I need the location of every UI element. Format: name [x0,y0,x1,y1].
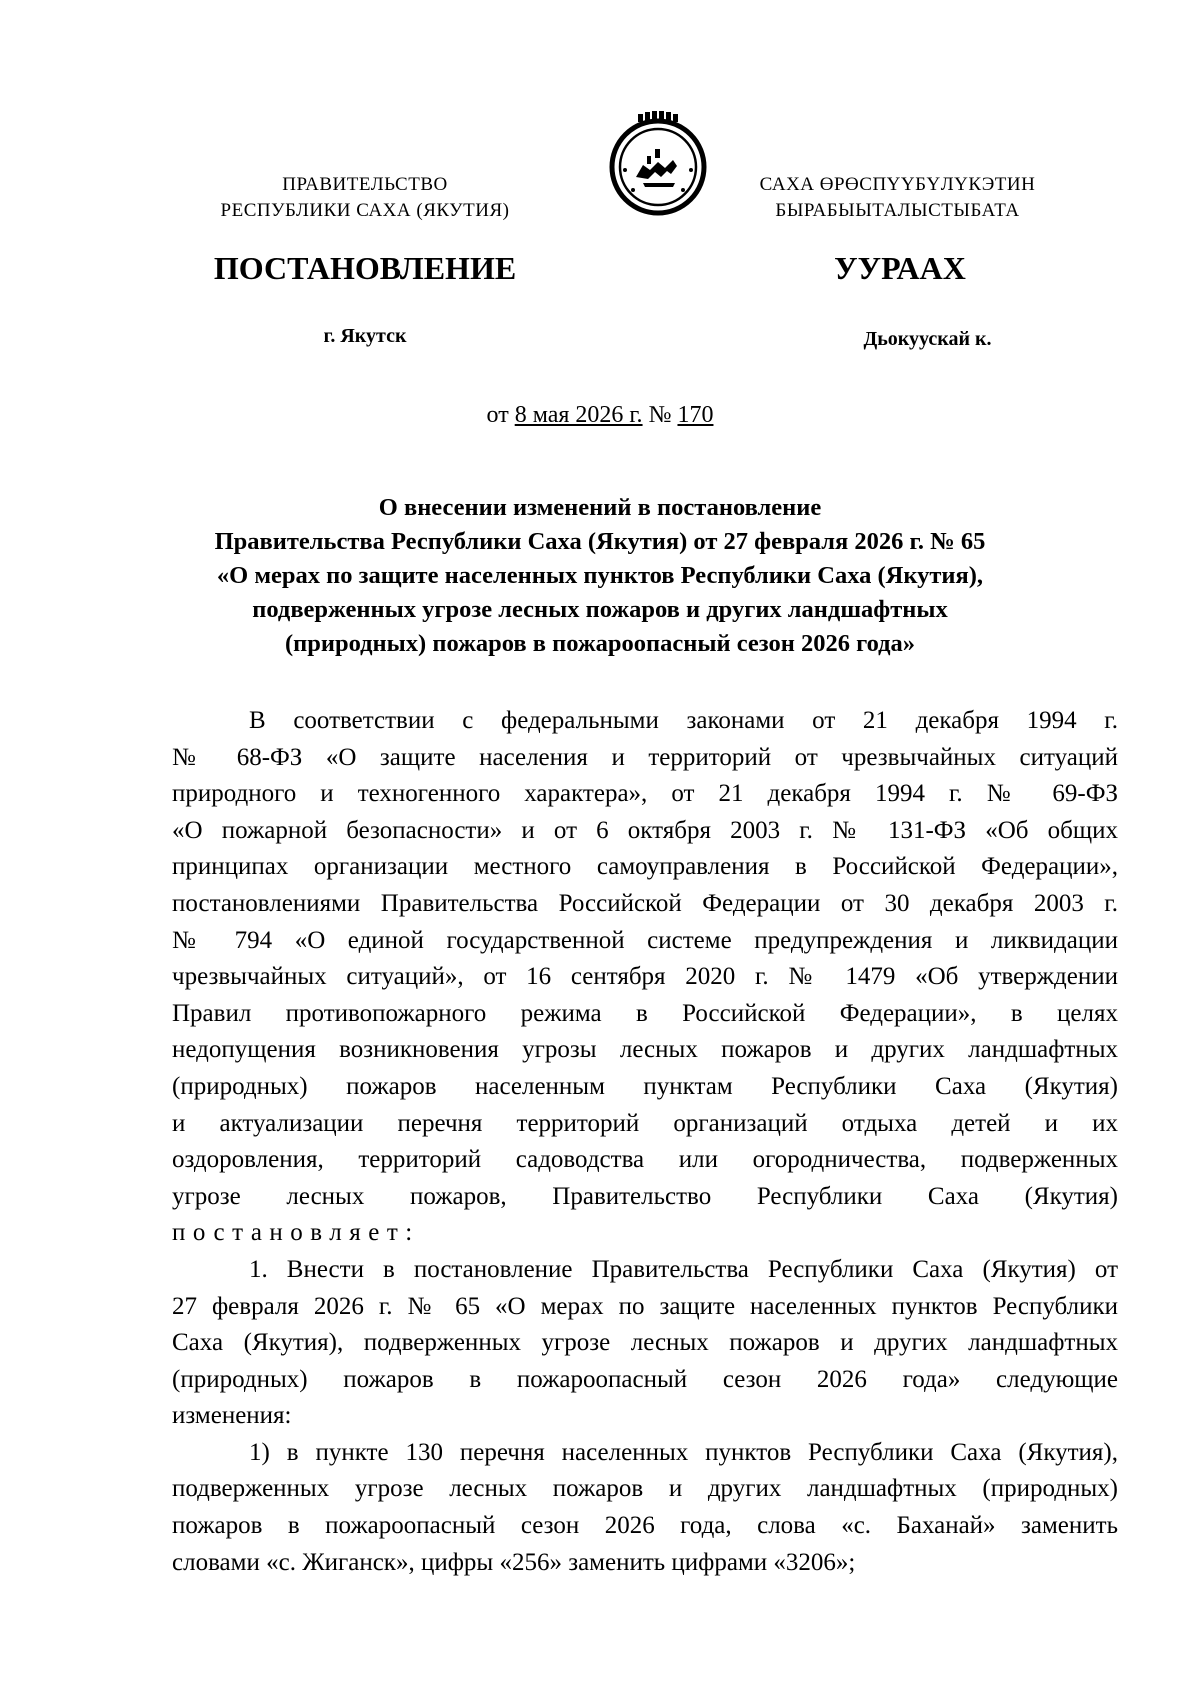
body-line: подверженных угрозе лесных пожаров и других ландшафтных (природных) [172,1475,1118,1503]
body-line: Правил противопожарного режима в Российской Федерации», в целях [172,999,1118,1027]
heading-line: подверженных угрозе лесных пожаров и других ландшафтных [252,596,948,623]
body-line: пожаров в пожароопасный сезон 2026 года, слова «с. Баханай» заменить [172,1512,1118,1540]
body-line: (природных) пожаров в пожароопасный сезон 2026 года» следующие [172,1365,1118,1393]
body-line: словами «с. Жиганск», цифры «256» заменить цифрами «3206»; [172,1548,856,1576]
body-line: 27 февраля 2026 г. № 65 «О мерах по защите населенных пунктов Республики [172,1292,1118,1320]
document-body [172,703,1118,1581]
body-line: В соответствии с федеральными законами от 21 декабря 1994 г. [249,707,1118,734]
body-line: 1. Внести в постановление Правительства Республики Саха (Якутия) от [249,1255,1118,1283]
place-russian: г. Якутск [323,325,407,347]
date-and-number [0,402,1200,429]
document-number: 170 [677,402,714,428]
document-type-sakha: УУРААХ [834,250,966,286]
place-sakha: Дьокуускай к. [863,328,992,350]
body-line: и актуализации перечня территорий организаций отдыха детей и их [172,1109,1118,1137]
body-line: принципах организации местного самоуправления в Российской Федерации», [172,853,1118,881]
issuer-line-2: РЕСПУБЛИКИ САХА (ЯКУТИЯ) [220,200,510,221]
body-line: угрозе лесных пожаров, Правительство Республики Саха (Якутия) [172,1182,1118,1210]
date-prefix: от [486,402,509,428]
body-line: оздоровления, территорий садоводства или огородничества, подверженных [172,1146,1118,1174]
issuer-name-russian [160,172,570,224]
body-line: № 794 «О единой государственной системе предупреждения и ликвидации [172,926,1118,954]
decree-word: постановляет: [172,1219,420,1247]
body-line: постановлениями Правительства Российской Федерации от 30 декабря 2003 г. [172,889,1118,917]
body-line: природного и техногенного характера», от 21 декабря 1994 г. № 69-ФЗ [172,780,1118,808]
document-date: 8 мая 2026 г. [514,402,643,428]
heading-line: (природных) пожаров в пожароопасный сезон 2026 года» [284,630,916,657]
body-line: Саха (Якутия), подверженных угрозе лесных пожаров и других ландшафтных [172,1329,1118,1357]
document-heading [150,491,1050,661]
issuer-line-1: ПРАВИТЕЛЬСТВО [282,174,448,195]
body-line: (природных) пожаров населенным пунктам Республики Саха (Якутия) [172,1072,1118,1100]
body-line: 1) в пункте 130 перечня населенных пунктов Республики Саха (Якутия), [249,1438,1118,1466]
body-line: чрезвычайных ситуаций», от 16 сентября 2020 г. № 1479 «Об утверждении [172,963,1118,991]
issuer-line-1-sakha: САХА ӨРӨСПҮҮБҮЛҮКЭТИН [759,174,1036,195]
number-sign: № [648,402,672,428]
heading-line: О внесении изменений в постановление [378,494,822,521]
heading-line: Правительства Республики Саха (Якутия) от 27 февраля 2026 г. № 65 [214,528,986,555]
body-line: № 68-ФЗ «О защите населения и территорий от чрезвычайных ситуаций [172,743,1118,771]
coat-of-arms-emblem-icon [603,110,713,220]
issuer-name-sakha [720,172,1075,224]
body-line: «О пожарной безопасности» и от 6 октября 2003 г. № 131-ФЗ «Об общих [172,816,1118,844]
heading-line: «О мерах по защите населенных пунктов Республики Саха (Якутия), [216,562,984,589]
body-line: недопущения возникновения угрозы лесных пожаров и других ландшафтных [172,1036,1118,1064]
document-type-russian: ПОСТАНОВЛЕНИЕ [213,250,517,286]
body-line: изменения: [172,1402,292,1430]
issuer-line-2-sakha: БЫРАБЫЫТАЛЫСТЫБАТА [775,200,1020,221]
